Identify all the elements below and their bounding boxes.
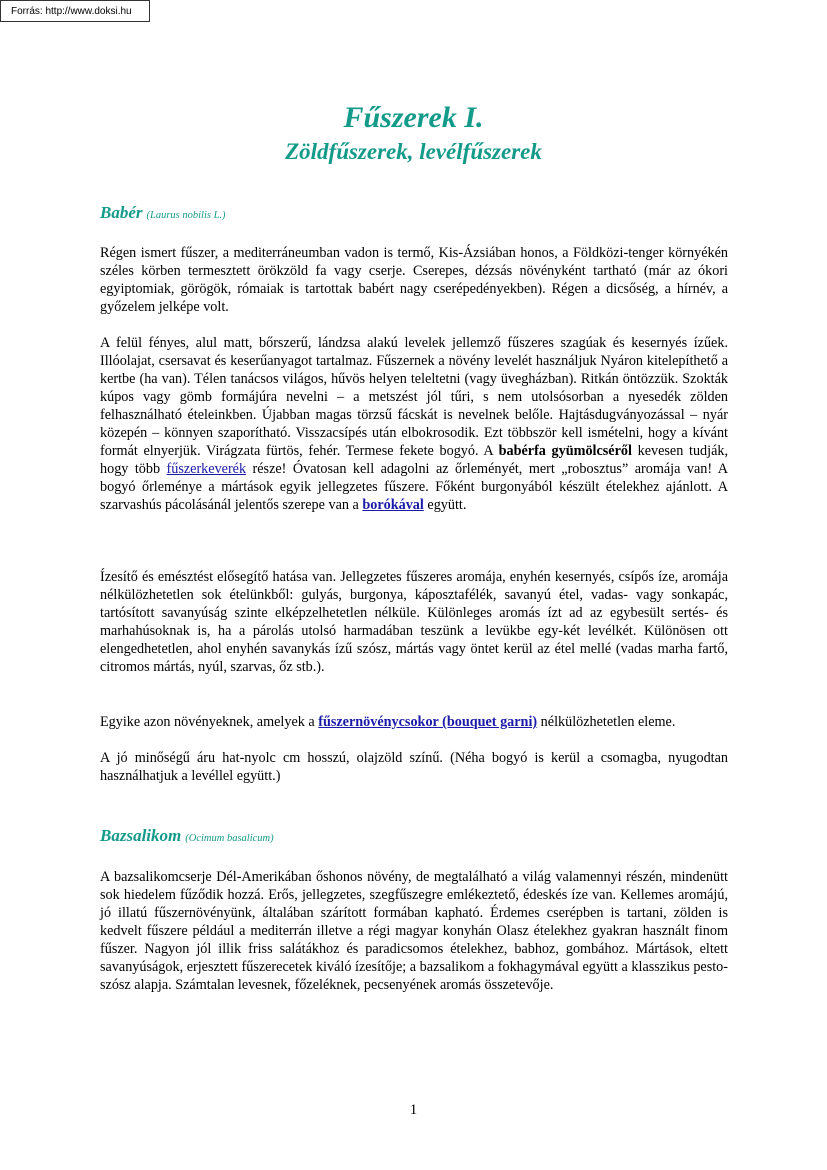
text-run: kevesen tudják, hogy több <box>100 443 729 477</box>
section-name: Babér <box>100 203 143 222</box>
section-heading-baber <box>100 203 226 223</box>
paragraph: Régen ismert fűszer, a mediterráneumban vadon is termő, Kis-Ázsiában honos, a Földközi-tenger környékén széles körben termesztett örökzöld fa vagy cserje. Cserepes, dézsás növényként tartható (már az ókori egyiptomiak, görögök, rómaiak is tartottak babért nagy cserépedényekben). Régen a dicsőség, a hírnév, a győzelem jelképe volt. <box>100 245 728 315</box>
section-latin-name: (Ocimum basalicum) <box>185 833 274 844</box>
section-latin-name: (Laurus nobilis L.) <box>146 210 226 221</box>
page-number: 1 <box>409 1102 418 1118</box>
text-run: nélkülözhetetlen eleme. <box>537 714 676 730</box>
section-name: Bazsalikom <box>100 826 182 845</box>
page-title: Fűszerek I. <box>343 101 484 134</box>
link-fuszerkeverek[interactable]: fűszerkeverék <box>166 461 247 477</box>
link-fuszernovenycsokor[interactable]: fűszernövénycsokor (bouquet garni) <box>318 714 538 730</box>
text-run: A felül fényes, alul matt, bőrszerű, lándzsa alakú levelek jellemző fűszeres szagúak és kesernyés ízűek. Illóolajat, csersavat és keserűanyagot tartalmaz. Fűszernek a növény levelét használjuk Nyáron kitelepíthető a kertbe (ha van). Télen tanácsos világos, hűvös helyen teleltetni (vagy üvegházban). Ritkán öntözzük. Szokták kúpos vagy gömb formájúra nevelni – a metszést jól tűri, s nem utolsósorban a nyesedék zölden felhasználható ételeinkben. Újabban magas törzsű fácskát is nevelnek belőle. Hajtásdugványozással – nyár közepén – könnyen szaporítható. Visszacsípés után elbokrosodik. Ezt többször kell ismételni, hogy a kívánt formát elnyerjük. Virágzata fürtös, fehér. Termese fekete bogyó. A <box>100 335 728 459</box>
text-run: Egyike azon növényeknek, amelyek a <box>100 714 319 730</box>
source-label: Forrás: http://www.doksi.hu <box>0 0 150 22</box>
text-run: része! Óvatosan kell adagolni az őrleményét, mert „robosztus” aromája van! A bogyó őrleménye a mártások egyik jellegzetes fűszere. Főként burgonyából készült ételekhez ajánlott. A szarvashús pácolásánál jelentős szerepe van a <box>100 461 728 513</box>
link-borokaval[interactable]: borókával <box>362 497 424 513</box>
paragraph: Ízesítő és emésztést elősegítő hatása van. Jellegzetes fűszeres aromája, enyhén kesernyés, csípős íze, aromája nélkülözhetetlen sok ételünkből: gulyás, burgonya, káposztafélék, savanyú étel, vadas- vagy sonkapác, tartósított savanyúság szinte elképzelhetetlen nélküle. Különleges aromás ízt ad az egybesült sertés- és marhahúsoknak is, ha a párolás utolsó harmadában teszünk a levükbe egy-két levélkét. Különösen ott elengedhetetlen, ahol enyhén savanykás ízű szósz, mártás vagy öntet kerül az étel mellé (vadas marha fartő, citromos mártás, nyúl, szarvas, őz stb.). <box>100 569 728 675</box>
text-run: együtt. <box>423 497 467 513</box>
page-subtitle: Zöldfűszerek, levélfűszerek <box>285 139 542 164</box>
paragraph <box>100 334 728 514</box>
bold-text: babérfa gyümölcséről <box>498 443 632 459</box>
paragraph: A jó minőségű áru hat-nyolc cm hosszú, olajzöld színű. (Néha bogyó is kerül a csomagba, nyugodtan használhatjuk a levéllel együtt.) <box>100 750 728 784</box>
paragraph: A bazsalikomcserje Dél-Amerikában őshonos növény, de megtalálható a világ valamennyi részén, mindenütt sok hiedelem fűződik hozzá. Erős, jellegzetes, szegfűszegre emlékeztető, édeskés íze van. Kellemes aromájú, jó illatú fűszernövényünk, általában szárított formában kapható. Érdemes cserépben is tartani, zölden is kedvelt fűszere például a mediterrán illetve a régi magyar konyhán Olasz ételekhez gyakran használt finom fűszer. Nagyon jól illik friss salátákhoz és paradicsomos ételekhez, babhoz, gombához. Mártások, eltett savanyúságok, erjesztett fűszerecetek kiváló ízesítője; a bazsalikom a fokhagymával együtt a klasszikus pesto-szósz alapja. Számtalan levesnek, főzeléknek, pecsenyének aromás összetevője. <box>100 869 728 993</box>
section-heading-bazsalikom <box>100 826 274 846</box>
paragraph <box>100 713 728 731</box>
